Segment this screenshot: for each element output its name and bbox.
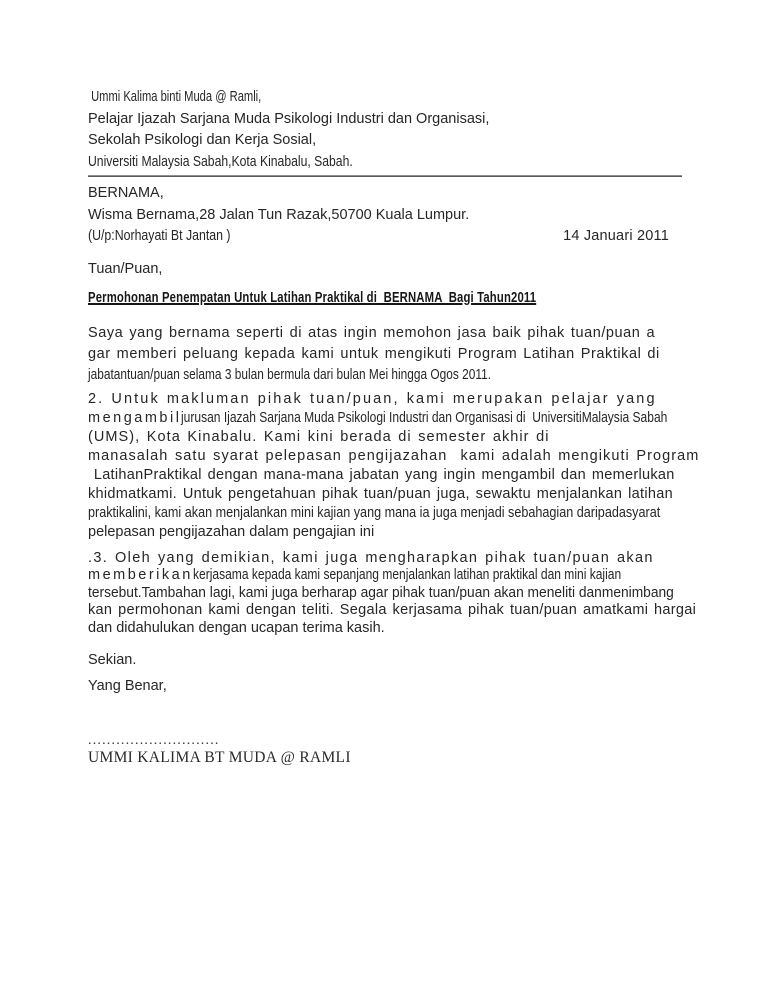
paragraph-line: LatihanPraktikal dengan mana-mana jabatan yang ingin mengambil dan memerlukan xyxy=(88,466,675,483)
paragraph-segment: memberikan xyxy=(88,567,193,583)
paragraph-segment: kerjasama kepada kami sepanjang menjalankan latihan praktikal dan mini kajian xyxy=(192,567,621,583)
paragraph-segment: mengambil xyxy=(88,409,182,426)
paragraph-line: dan didahulukan dengan ucapan terima kasih. xyxy=(88,619,385,636)
paragraph-line: jabatantuan/puan selama 3 bulan bermula dari bulan Mei hingga Ogos 2011. xyxy=(88,366,492,383)
paragraph-line: praktikalini, kami akan menjalankan mini kajian yang mana ia juga menjadi sebahagian daripadasyarat xyxy=(88,504,661,521)
closing-sekian: Sekian. xyxy=(88,652,137,668)
body-paragraph-3 xyxy=(88,549,697,638)
body-paragraph-1 xyxy=(88,323,682,386)
letter-content xyxy=(88,87,700,767)
subject-line: Permohonan Penempatan Untuk Latihan Praktikal di BERNAMA Bagi Tahun2011 xyxy=(88,290,537,306)
paragraph-line: khidmatkami. Untuk pengetahuan pihak tuan/puan juga, sewaktu menjalankan latihan xyxy=(88,485,673,502)
paragraph-line: kan permohonan kami dengan teliti. Segala kerjasama pihak tuan/puan amatkami hargai xyxy=(88,602,697,618)
paragraph-segment: jurusan Ijazah Sarjana Muda Psikologi Industri dan Organisasi di UniversitiMalaysia Sabah xyxy=(181,409,668,426)
signature-name: UMMI KALIMA BT MUDA @ RAMLI xyxy=(88,749,351,766)
salutation: Tuan/Puan, xyxy=(88,260,163,277)
paragraph-line: .3. Oleh yang demikian, kami juga mengharapkan pihak tuan/puan akan xyxy=(88,549,654,566)
recipient-attention-row xyxy=(88,226,682,248)
recipient-line: BERNAMA, xyxy=(88,185,164,201)
sender-line: Ummi Kalima binti Muda @ Ramli, xyxy=(88,89,262,105)
recipient-line: Wisma Bernama,28 Jalan Tun Razak,50700 Kuala Lumpur. xyxy=(88,206,470,223)
recipient-line: (U/p:Norhayati Bt Jantan ) xyxy=(88,228,231,244)
paragraph-line: gar memberi peluang kepada kami untuk mengikuti Program Latihan Praktikal di xyxy=(88,345,660,362)
paragraph-line xyxy=(88,409,682,428)
body-paragraph-2 xyxy=(88,390,700,542)
paragraph-line: (UMS), Kota Kinabalu. Kami kini berada di semester akhir di xyxy=(88,428,550,445)
address-divider-line xyxy=(88,175,682,177)
paragraph-line: tersebut.Tambahan lagi, kami juga berharap agar pihak tuan/puan akan meneliti danmenimbang xyxy=(88,584,674,601)
recipient-address-block xyxy=(88,183,682,248)
closing-yang-benar: Yang Benar, xyxy=(88,678,167,694)
paragraph-line: manasalah satu syarat pelepasan pengijazahan kami adalah mengikuti Program xyxy=(88,447,700,464)
signature-dotted-line: ............................ xyxy=(88,733,220,748)
paragraph-line xyxy=(88,567,682,585)
paragraph-line: Saya yang bernama seperti di atas ingin memohon jasa baik pihak tuan/puan a xyxy=(88,324,656,341)
paragraph-line: pelepasan pengijazahan dalam pengajian ini xyxy=(88,523,375,540)
letter-date: 14 Januari 2011 xyxy=(563,228,669,244)
sender-line: Universiti Malaysia Sabah,Kota Kinabalu, Sabah. xyxy=(88,153,353,170)
paragraph-line: 2. Untuk makluman pihak tuan/puan, kami merupakan pelajar yang xyxy=(88,390,657,407)
sender-line: Pelajar Ijazah Sarjana Muda Psikologi Industri dan Organisasi, xyxy=(88,110,490,127)
sender-line: Sekolah Psikologi dan Kerja Sosial, xyxy=(88,132,317,148)
sender-address-block xyxy=(88,87,682,173)
